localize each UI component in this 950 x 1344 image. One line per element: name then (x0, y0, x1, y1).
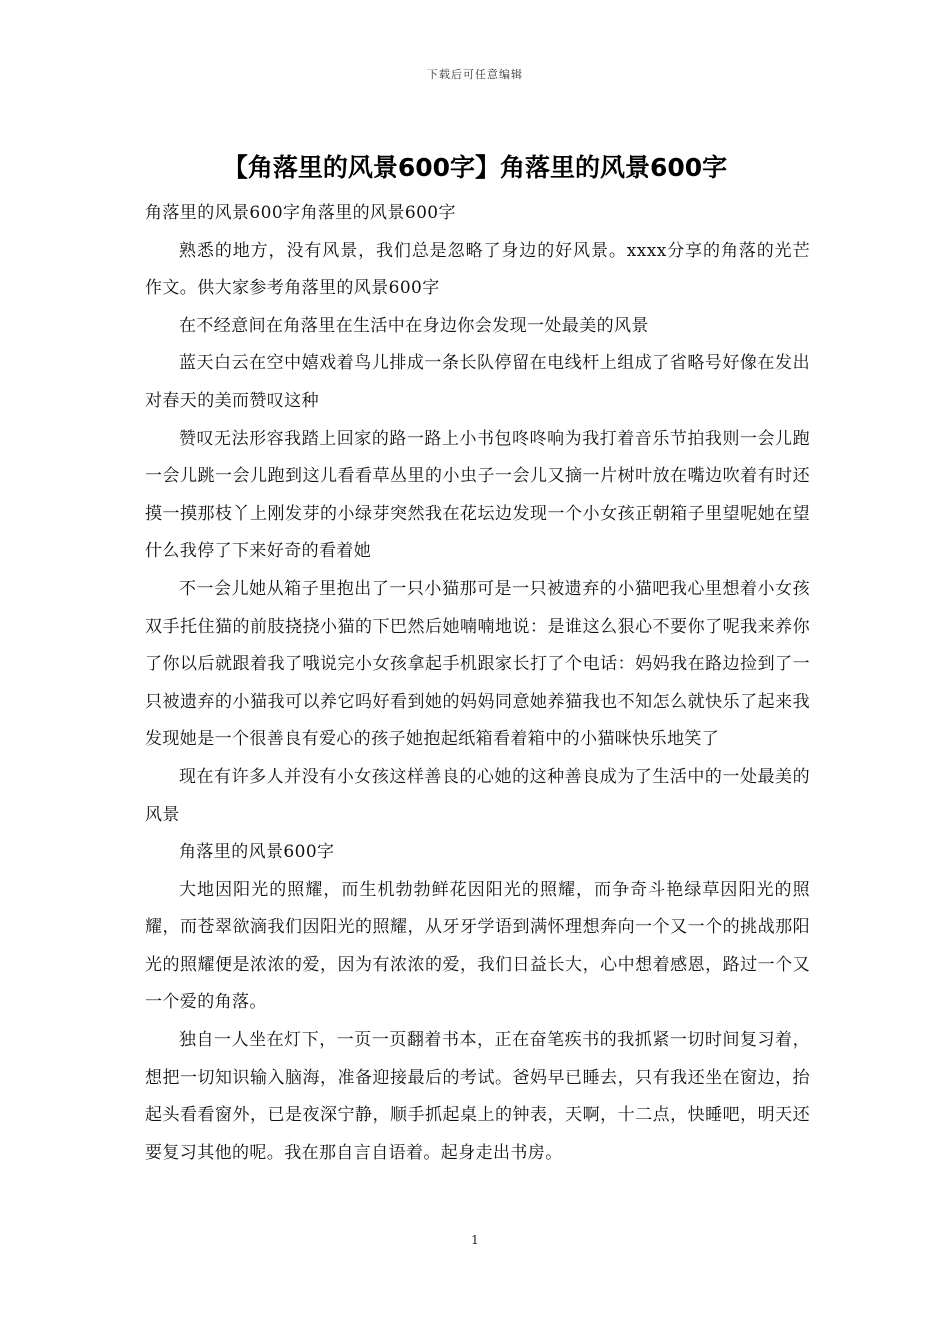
paragraph: 独自一人坐在灯下，一页一页翻着书本，正在奋笔疾书的我抓紧一切时间复习着，想把一切知识输入脑海，准备迎接最后的考试。爸妈早已睡去，只有我还坐在窗边，抬起头看看窗外，已是夜深宁静，顺手抓起桌上的钟表，天啊，十二点，快睡吧，明天还要复习其他的呢。我在那自言自语着。起身走出书房。 (145, 1030, 810, 1163)
paragraph: 角落里的风景600字角落里的风景600字 (145, 203, 456, 223)
paragraph: 赞叹无法形容我踏上回家的路一路上小书包咚咚响为我打着音乐节拍我则一会儿跑一会儿跳一会儿跑到这儿看看草丛里的小虫子一会儿又摘一片树叶放在嘴边吹着有时还摸一摸那枝丫上刚发芽的小绿芽突然我在花坛边发现一个小女孩正朝箱子里望呢她在望什么我停了下来好奇的看着她 (145, 428, 810, 562)
paragraph: 熟悉的地方，没有风景，我们总是忽略了身边的好风景。xxxx分享的角落的光芒作文。供大家参考角落里的风景600字 (145, 240, 810, 299)
paragraph: 不一会儿她从箱子里抱出了一只小猫那可是一只被遗弃的小猫吧我心里想着小女孩双手托住猫的前肢挠挠小猫的下巴然后她喃喃地说：是谁这么狠心不要你了呢我来养你了你以后就跟着我了哦说完小女孩拿起手机跟家长打了个电话：妈妈我在路边捡到了一只被遗弃的小猫我可以养它吗好看到她的妈妈同意她养猫我也不知怎么就快乐了起来我发现她是一个很善良有爱心的孩子她抱起纸箱看着箱中的小猫咪快乐地笑了 (145, 578, 810, 750)
section-heading: 角落里的风景600字 (179, 842, 335, 863)
document-body (145, 195, 810, 1172)
document-title: 【角落里的风景600字】角落里的风景600字 (222, 153, 728, 182)
paragraph: 在不经意间在角落里在生活中在身边你会发现一处最美的风景 (179, 315, 649, 336)
paragraph: 大地因阳光的照耀，而生机勃勃鲜花因阳光的照耀，而争奇斗艳绿草因阳光的照耀，而苍翠欲滴我们因阳光的照耀，从牙牙学语到满怀理想奔向一个又一个的挑战那阳光的照耀便是浓浓的爱，因为有浓浓的爱，我们日益长大，心中想着感恩，路过一个又一个爱的角落。 (145, 879, 810, 1013)
paragraph: 蓝天白云在空中嬉戏着鸟儿排成一条长队停留在电线杆上组成了省略号好像在发出对春天的美而赞叹这种 (145, 353, 810, 411)
header-note: 下载后可任意编辑 (427, 68, 523, 81)
paragraph: 现在有许多人并没有小女孩这样善良的心她的这种善良成为了生活中的一处最美的风景 (145, 766, 810, 825)
page-number: 1 (471, 1233, 479, 1247)
